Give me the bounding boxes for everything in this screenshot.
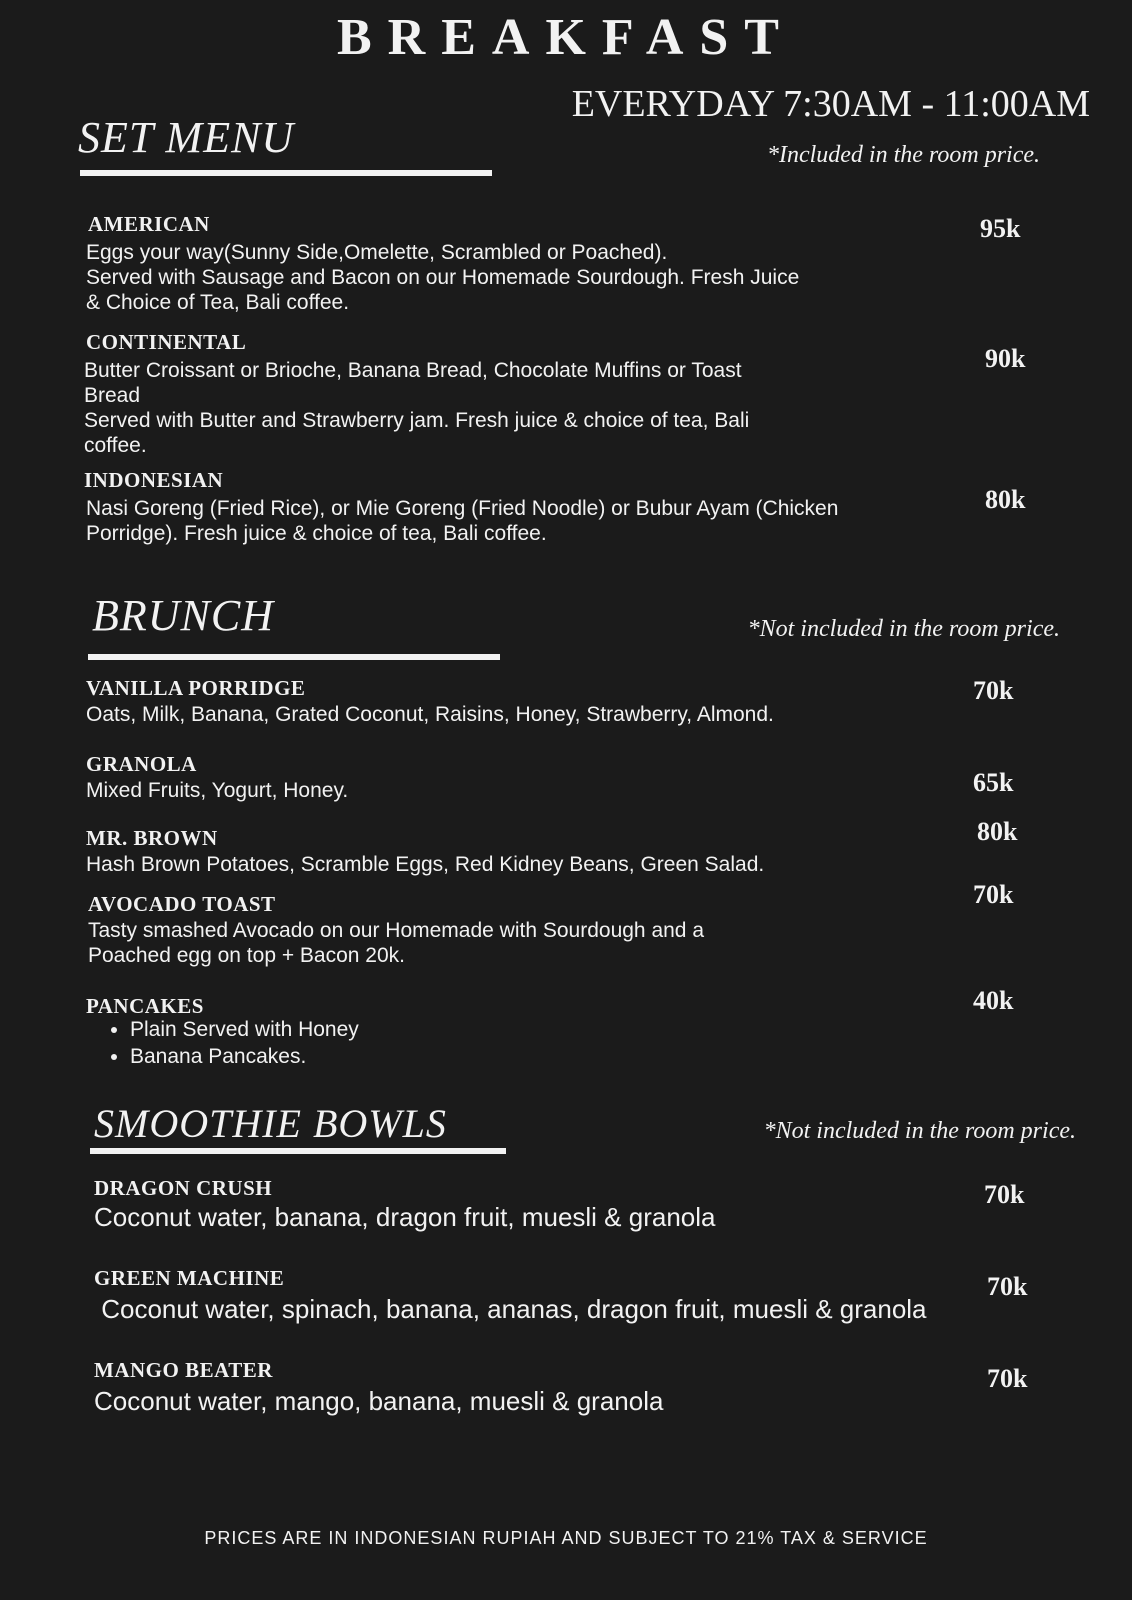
item-price-mr-brown: 80k (977, 817, 1018, 846)
item-desc-avocado-toast: Tasty smashed Avocado on our Homemade with Sourdough and a Poached egg on top + Bacon 20k. (88, 919, 704, 967)
set-menu-divider (80, 170, 492, 176)
item-name-dragon-crush: DRAGON CRUSH (94, 1176, 273, 1200)
item-name-mango-beater: MANGO BEATER (94, 1358, 273, 1382)
smoothie-bowls-heading: SMOOTHIE BOWLS (94, 1101, 447, 1146)
pancakes-option: • Plain Served with Honey (130, 1016, 359, 1043)
item-desc-granola: Mixed Fruits, Yogurt, Honey. (86, 779, 349, 802)
item-price-avocado-toast: 70k (973, 880, 1014, 909)
item-desc-american: Eggs your way(Sunny Side,Omelette, Scrambled or Poached). Served with Sausage and Bacon on our Homemade Sourdough. Fresh Juice & Choice of Tea, Bali coffee. (86, 241, 800, 314)
item-name-indonesian: INDONESIAN (84, 468, 224, 492)
set-menu-heading: SET MENU (78, 113, 295, 162)
brunch-heading: BRUNCH (92, 591, 274, 640)
brunch-divider (88, 654, 500, 660)
item-name-avocado-toast: AVOCADO TOAST (88, 892, 276, 916)
menu-title: BREAKFAST (337, 9, 795, 66)
item-name-continental: CONTINENTAL (86, 330, 247, 354)
item-name-mr-brown: MR. BROWN (86, 826, 218, 850)
item-desc-mango-beater: Coconut water, mango, banana, muesli & granola (94, 1386, 664, 1416)
set-menu-note: *Included in the room price. (766, 142, 1040, 168)
item-price-american: 95k (980, 214, 1021, 243)
item-name-granola: GRANOLA (86, 752, 197, 776)
item-desc-green-machine: Coconut water, spinach, banana, ananas, dragon fruit, muesli & granola (94, 1294, 927, 1324)
item-price-dragon-crush: 70k (984, 1180, 1025, 1209)
item-price-vanilla-porridge: 70k (973, 676, 1014, 705)
item-price-granola: 65k (973, 768, 1014, 797)
item-price-mango-beater: 70k (987, 1364, 1028, 1393)
smoothie-bowls-note: *Not included in the room price. (763, 1118, 1076, 1144)
item-desc-mr-brown: Hash Brown Potatoes, Scramble Eggs, Red Kidney Beans, Green Salad. (86, 853, 765, 876)
item-price-pancakes: 40k (973, 986, 1014, 1015)
item-name-green-machine: GREEN MACHINE (94, 1266, 285, 1290)
smoothie-bowls-divider (90, 1148, 506, 1154)
opening-hours: EVERYDAY 7:30AM - 11:00AM (571, 83, 1090, 125)
item-price-indonesian: 80k (985, 485, 1026, 514)
pancakes-option: • Banana Pancakes. (130, 1043, 359, 1070)
item-desc-continental: Butter Croissant or Brioche, Banana Bread, Chocolate Muffins or Toast Bread Served with Butter and Strawberry jam. Fresh juice & choice of tea, Bali coffee. (84, 359, 750, 457)
item-name-american: AMERICAN (88, 212, 210, 236)
item-price-green-machine: 70k (987, 1272, 1028, 1301)
footer-note: PRICES ARE IN INDONESIAN RUPIAH AND SUBJECT TO 21% TAX & SERVICE (204, 1528, 928, 1548)
item-name-vanilla-porridge: VANILLA PORRIDGE (86, 676, 306, 700)
pancakes-options-list (88, 1016, 359, 1070)
item-price-continental: 90k (985, 344, 1026, 373)
brunch-note: *Not included in the room price. (747, 616, 1060, 642)
item-desc-vanilla-porridge: Oats, Milk, Banana, Grated Coconut, Raisins, Honey, Strawberry, Almond. (86, 703, 774, 726)
item-desc-indonesian: Nasi Goreng (Fried Rice), or Mie Goreng (Fried Noodle) or Bubur Ayam (Chicken Porridge). Fresh juice & choice of tea, Bali coffee. (86, 497, 839, 545)
item-name-pancakes: PANCAKES (86, 994, 204, 1018)
item-desc-dragon-crush: Coconut water, banana, dragon fruit, muesli & granola (94, 1202, 716, 1232)
